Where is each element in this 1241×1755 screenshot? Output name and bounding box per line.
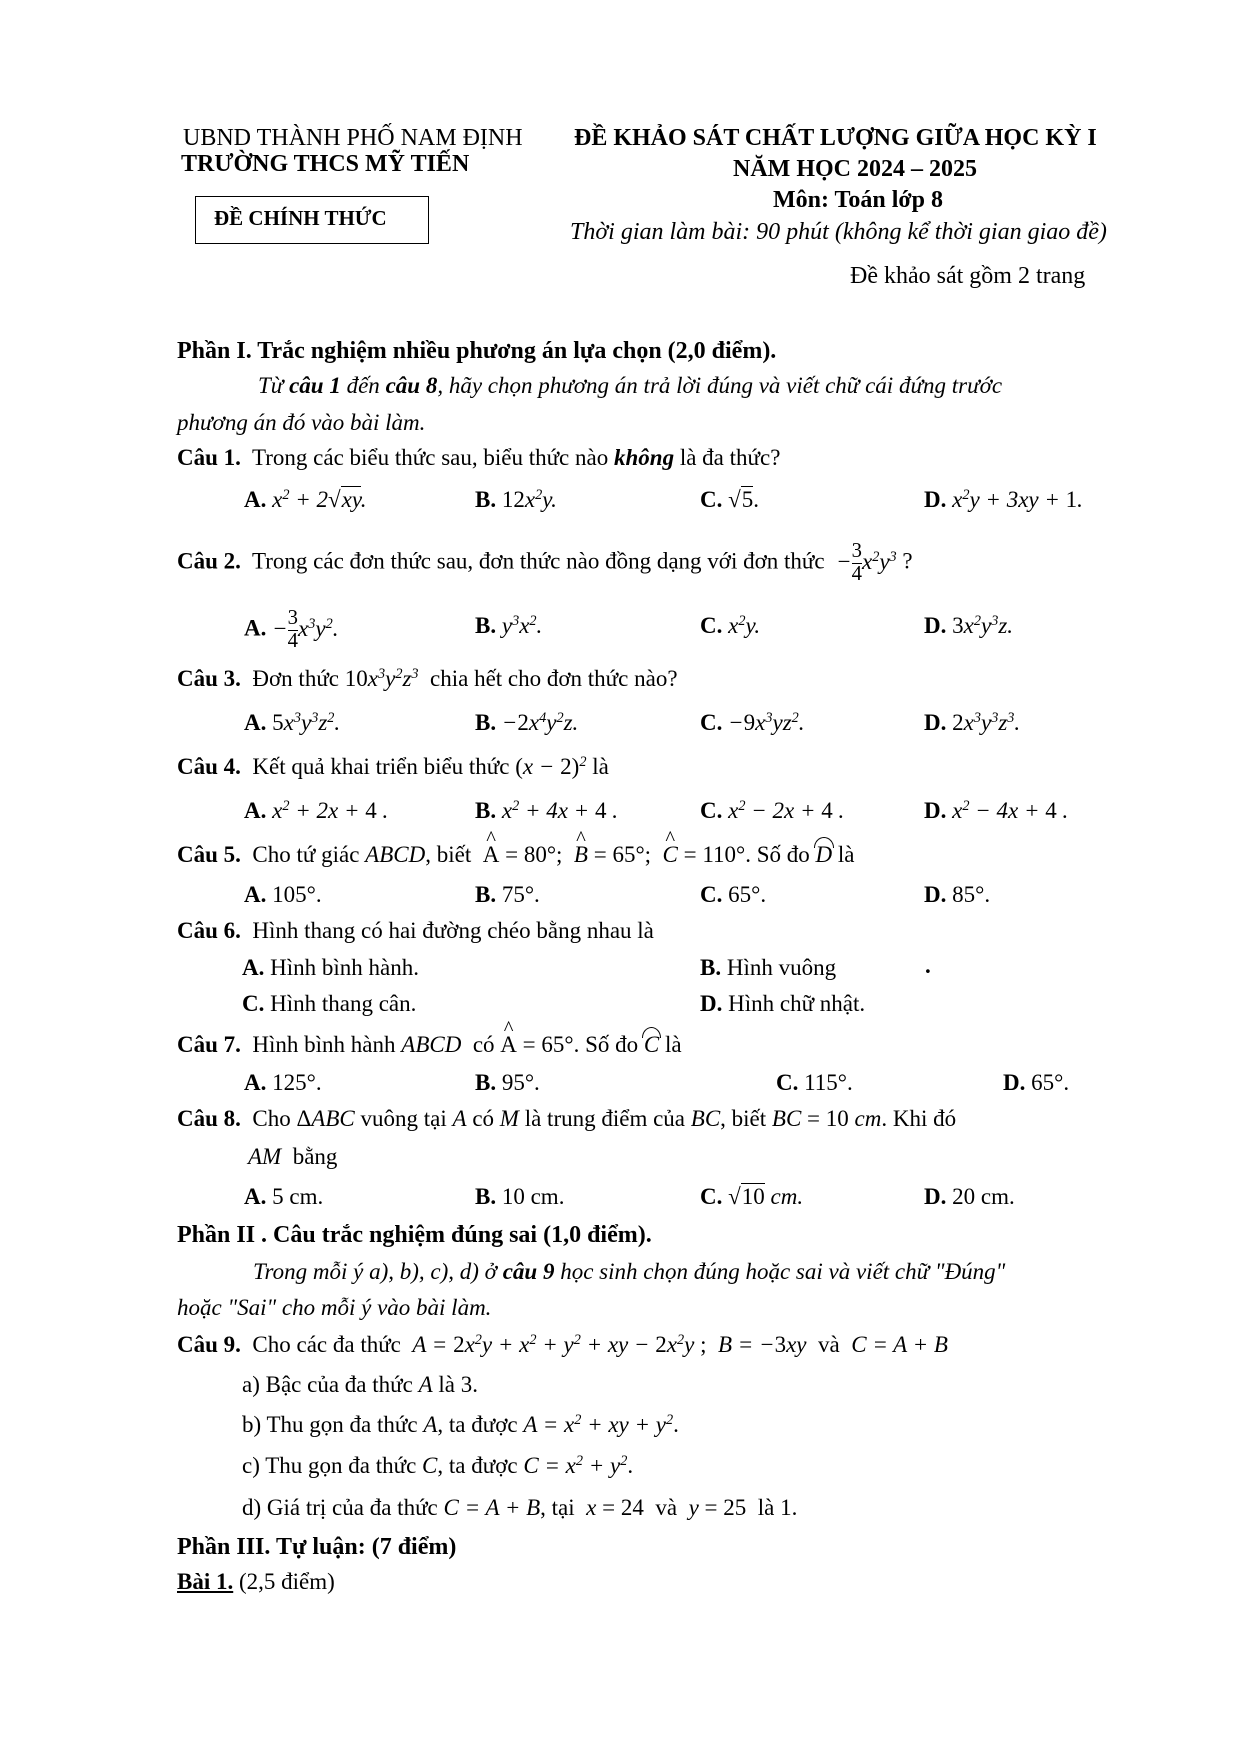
q1-option-d: D. $x^2y + 3xy + 1$. — [924, 487, 1083, 512]
question-2: Câu 2. Trong các đơn thức sau, đơn thức nào đồng dạng với đơn thức − $\frac{3}{4}$ $x^2y^3$ ? — [177, 540, 913, 585]
q3-option-b: B. $-2x^4y^2z$. — [475, 710, 579, 735]
q4-option-a: A. $x^2 + 2x + 4$ . — [244, 798, 389, 823]
question-8-line2: AM bằng — [248, 1144, 338, 1169]
q6-option-b: B. Hình vuông — [700, 955, 837, 980]
question-3: Câu 3. Đơn thức $10x^3y^2z^3$ chia hết cho đơn thức nào? — [177, 666, 678, 691]
q1-option-c: C. √5. — [700, 487, 759, 512]
q8-option-d: D. 20 cm. — [924, 1184, 1015, 1209]
q2-option-d: D. $3x^2y^3z$. — [924, 613, 1014, 638]
q5-option-a: A. 105°. — [244, 882, 322, 907]
duration: Thời gian làm bài: 90 phút (không kể thời gian giao đề) — [570, 219, 1107, 245]
q5-option-b: B. 75°. — [475, 882, 540, 907]
school-name: TRƯỜNG THCS MỸ TIẾN — [181, 151, 470, 177]
part1-instruction-line2: phương án đó vào bài làm. — [177, 410, 426, 435]
q6-option-b-dot: . — [925, 953, 931, 978]
question-4: Câu 4. Kết quả khai triển biểu thức $(x - 2)^2$ là — [177, 754, 609, 779]
q5-option-c: C. 65°. — [700, 882, 767, 907]
part2-instruction-line2: hoặc "Sai" cho mỗi ý vào bài làm. — [177, 1295, 492, 1320]
q4-option-c: C. $x^2 - 2x + 4$ . — [700, 798, 845, 823]
q4-option-d: D. $x^2 - 4x + 4$ . — [924, 798, 1069, 823]
q7-option-c: C. 115°. — [776, 1070, 853, 1095]
q6-option-a: A. Hình bình hành. — [242, 955, 419, 980]
q2-option-c: C. $x^2y$. — [700, 613, 761, 638]
q8-option-a: A. 5 cm. — [244, 1184, 324, 1209]
q6-option-d: D. Hình chữ nhật. — [700, 991, 866, 1016]
part2-instruction: Trong mỗi ý a), b), c), d) ở câu 9 học sinh chọn đúng hoặc sai và viết chữ "Đúng" — [253, 1259, 1006, 1284]
q8-option-b: B. 10 cm. — [475, 1184, 565, 1209]
subject: Môn: Toán lớp 8 — [773, 187, 944, 213]
q2-option-b: B. $y^3x^2$. — [475, 613, 543, 638]
q7-option-d: D. 65°. — [1003, 1070, 1070, 1095]
q1-option-b: B. $12x^2y$. — [475, 487, 557, 512]
q4-option-b: B. $x^2 + 4x + 4$ . — [475, 798, 618, 823]
authority-name: UBND THÀNH PHỐ NAM ĐỊNH — [183, 125, 523, 151]
q1-option-a: A. $x^2 + 2√xy$. — [244, 487, 367, 512]
part2-title: Phần II . Câu trắc nghiệm đúng sai (1,0 điểm). — [177, 1222, 652, 1248]
q3-option-c: C. $-9x^3yz^2$. — [700, 710, 805, 735]
question-6: Câu 6. Hình thang có hai đường chéo bằng nhau là — [177, 918, 654, 943]
q5-option-d: D. 85°. — [924, 882, 991, 907]
question-5: Câu 5. Cho tứ giác ABCD, biết ^ A = 80°; ^ B = 65°; ^ C = 110°. Số đo D là — [177, 843, 855, 866]
q9-item-d: d) Giá trị của đa thức C = A + B, tại x = 24 và y = 25 là 1. — [242, 1495, 798, 1520]
q8-option-c: C. √10 cm. — [700, 1184, 804, 1209]
q3-option-d: D. $2x^3y^3z^3$. — [924, 710, 1021, 735]
question-8: Câu 8. Cho ΔABC vuông tại A có M là trung điểm của BC, biết BC = 10 cm. Khi đó — [177, 1106, 957, 1131]
q9-item-c: c) Thu gọn đa thức C, ta được $C = x^2 + y^2$. — [242, 1453, 634, 1478]
bai1-heading: Bài 1. (2,5 điểm) — [177, 1569, 335, 1594]
part1-title: Phần I. Trắc nghiệm nhiều phương án lựa chọn (2,0 điểm). — [177, 338, 777, 364]
q7-option-b: B. 95°. — [475, 1070, 540, 1095]
q7-option-a: A. 125°. — [244, 1070, 322, 1095]
official-badge: ĐỀ CHÍNH THỨC — [214, 206, 387, 230]
question-1: Câu 1. Trong các biểu thức sau, biểu thức nào không là đa thức? — [177, 445, 781, 470]
q2-option-a: A. − $\frac{3}{4}$ $x^3y^2$. — [244, 607, 339, 652]
q3-option-a: A. $5x^3y^3z^2$. — [244, 710, 341, 735]
question-9: Câu 9. Cho các đa thức $A = 2x^2y + x^2 + y^2$ + xy − $2x^2y$ ; B = −3xy và C = A + B — [177, 1332, 948, 1357]
school-year: NĂM HỌC 2024 – 2025 — [733, 156, 977, 182]
q6-option-c: C. Hình thang cân. — [242, 991, 417, 1016]
q9-item-a: a) Bậc của đa thức A là 3. — [242, 1372, 478, 1397]
part3-title: Phần III. Tự luận: (7 điểm) — [177, 1534, 457, 1560]
part1-instruction: Từ câu 1 đến câu 8, hãy chọn phương án trả lời đúng và viết chữ cái đứng trước — [258, 373, 1003, 398]
question-7: Câu 7. Hình bình hành ABCD có ^ A = 65°. Số đo C là — [177, 1033, 682, 1056]
q9-item-b: b) Thu gọn đa thức A, ta được $A = x^2$ + xy + $y^2$. — [242, 1412, 679, 1437]
exam-title: ĐỀ KHẢO SÁT CHẤT LƯỢNG GIỮA HỌC KỲ I — [574, 125, 1097, 151]
pages-note: Đề khảo sát gồm 2 trang — [850, 263, 1086, 289]
